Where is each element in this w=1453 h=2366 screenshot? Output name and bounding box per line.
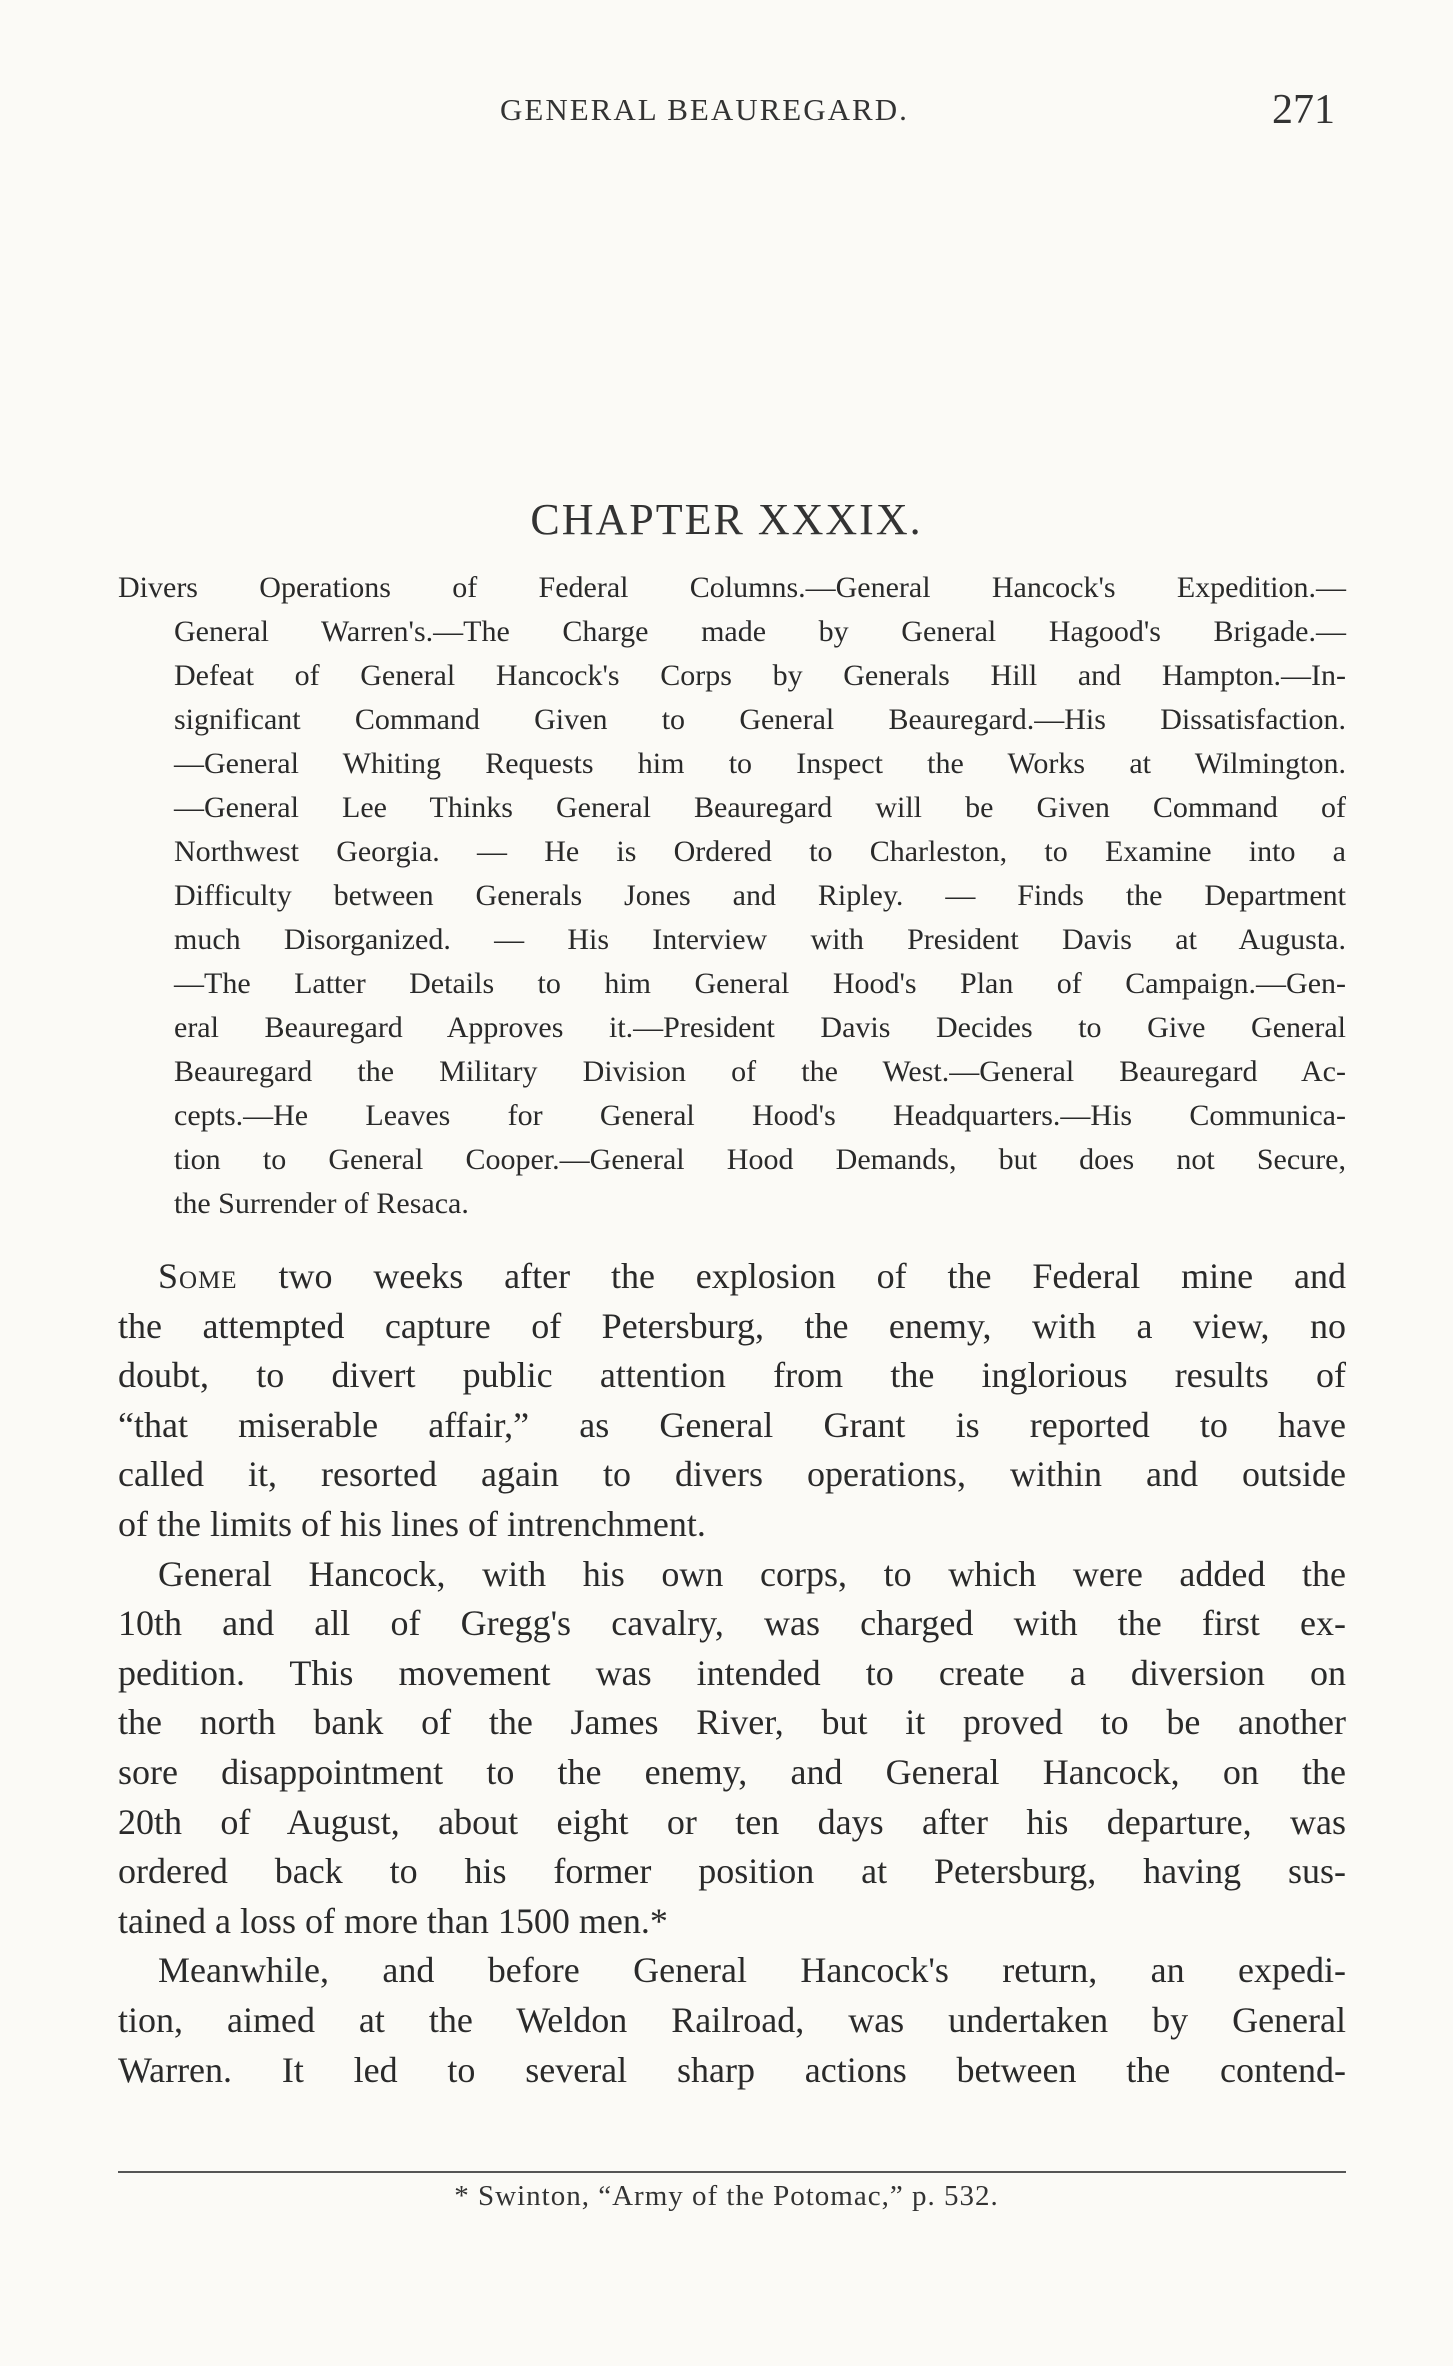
paragraph-3-line: Warren. It led to several sharp actions between the contend-: [118, 2049, 1346, 2090]
summary-line: —General Lee Thinks General Beauregard will be Given Command of: [174, 791, 1346, 824]
footnote: * Swinton, “Army of the Potomac,” p. 532.: [454, 2180, 999, 2212]
summary-line: —The Latter Details to him General Hood's Plan of Campaign.—Gen-: [174, 967, 1346, 1000]
body-text: [118, 1252, 1346, 2095]
paragraph-1-line: “that miserable affair,” as General Grant is reported to have: [118, 1404, 1346, 1445]
paragraph-1-line: the attempted capture of Petersburg, the enemy, with a view, no: [118, 1305, 1346, 1346]
paragraph-2-line: pedition. This movement was intended to create a diversion on: [118, 1652, 1346, 1693]
summary-line: tion to General Cooper.—General Hood Demands, but does not Secure,: [174, 1143, 1346, 1176]
page-number: 271: [1272, 87, 1335, 133]
running-head: GENERAL BEAUREGARD.: [500, 92, 909, 127]
paragraph-1-line: called it, resorted again to divers operations, within and outside: [118, 1454, 1346, 1495]
chapter-summary: [118, 566, 1346, 1226]
summary-line: General Warren's.—The Charge made by General Hagood's Brigade.—: [174, 615, 1346, 648]
summary-line: Beauregard the Military Division of the West.—General Beauregard Ac-: [174, 1055, 1346, 1088]
drop-word: Some: [158, 1256, 238, 1296]
summary-line: —General Whiting Requests him to Inspect the Works at Wilmington.: [174, 747, 1346, 780]
paragraph-3-line: tion, aimed at the Weldon Railroad, was undertaken by General: [118, 1999, 1346, 2040]
paragraph-2-line: sore disappointment to the enemy, and General Hancock, on the: [118, 1751, 1346, 1792]
summary-line: eral Beauregard Approves it.—President Davis Decides to Give General: [174, 1011, 1346, 1044]
footnote-divider: [118, 2171, 1346, 2173]
summary-line: Difficulty between Generals Jones and Ripley. — Finds the Department: [174, 879, 1346, 912]
summary-line: Northwest Georgia. — He is Ordered to Charleston, to Examine into a: [174, 835, 1346, 868]
paragraph-2-line: 20th of August, about eight or ten days after his departure, was: [118, 1801, 1346, 1842]
summary-line: Divers Operations of Federal Columns.—General Hancock's Expedition.—: [118, 571, 1346, 604]
paragraph-1-line: doubt, to divert public attention from the inglorious results of: [118, 1355, 1346, 1396]
summary-line: much Disorganized. — His Interview with President Davis at Augusta.: [174, 923, 1346, 956]
summary-line: cepts.—He Leaves for General Hood's Headquarters.—His Communica-: [174, 1099, 1346, 1132]
paragraph-2-line: ordered back to his former position at Petersburg, having sus-: [118, 1851, 1346, 1892]
paragraph-2-line: the north bank of the James River, but it proved to be another: [118, 1702, 1346, 1743]
paragraph-2-line: General Hancock, with his own corps, to which were added the: [158, 1553, 1346, 1594]
paragraph-1-line: of the limits of his lines of intrenchment.: [118, 1503, 706, 1544]
paragraph-2-line: 10th and all of Gregg's cavalry, was charged with the first ex-: [118, 1603, 1346, 1644]
paragraph-3-line: Meanwhile, and before General Hancock's return, an expedi-: [158, 1950, 1346, 1991]
summary-line: the Surrender of Resaca.: [174, 1187, 469, 1220]
chapter-title: CHAPTER XXXIX.: [530, 495, 923, 544]
line-text: two weeks after the explosion of the Federal mine and: [237, 1256, 1346, 1296]
summary-line: Defeat of General Hancock's Corps by Generals Hill and Hampton.—In-: [174, 659, 1346, 692]
summary-line: significant Command Given to General Beauregard.—His Dissatisfaction.: [174, 703, 1346, 736]
paragraph-2-line: tained a loss of more than 1500 men.*: [118, 1900, 668, 1941]
paragraph-1-line: [118, 1252, 1346, 1302]
